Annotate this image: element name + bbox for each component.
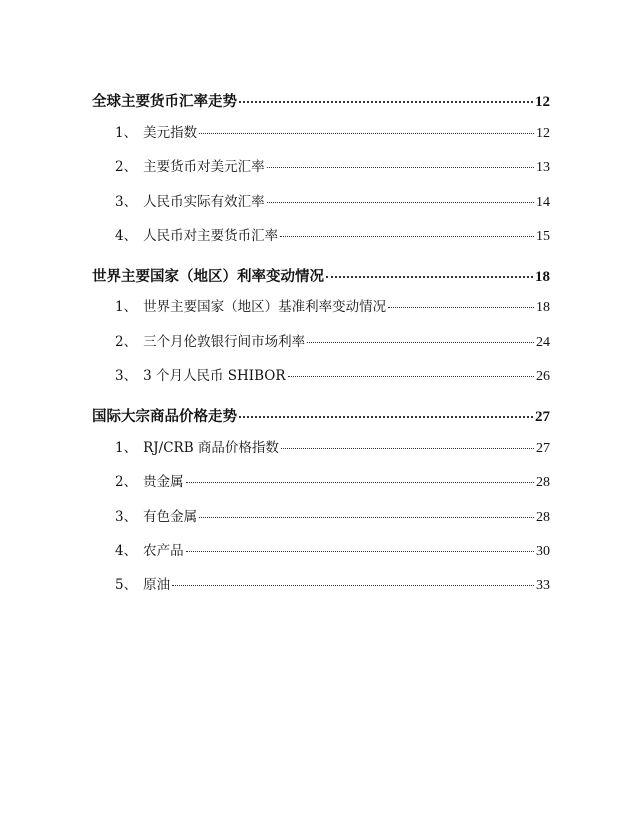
dot-leader bbox=[267, 167, 534, 168]
toc-item-number: 4、 bbox=[115, 228, 138, 244]
dot-leader bbox=[288, 376, 534, 377]
toc-item-number: 2、 bbox=[115, 474, 138, 490]
toc-item-title: 有色金属 bbox=[143, 509, 198, 525]
toc-item-number: 1、 bbox=[115, 440, 138, 456]
toc-item[interactable] bbox=[115, 573, 550, 594]
toc-item[interactable] bbox=[115, 436, 550, 457]
toc-item-number: 3、 bbox=[115, 194, 138, 210]
toc-item-number: 3、 bbox=[115, 368, 138, 384]
toc-item-page: 27 bbox=[536, 441, 550, 456]
dot-leader bbox=[388, 307, 534, 308]
toc-section-page: 27 bbox=[535, 409, 550, 425]
toc-item-title: 人民币实际有效汇率 bbox=[143, 194, 265, 210]
toc-item-page: 12 bbox=[536, 126, 550, 141]
dot-leader bbox=[280, 236, 534, 237]
toc-item[interactable] bbox=[115, 330, 550, 351]
toc-section[interactable] bbox=[92, 265, 550, 286]
toc-item-page: 28 bbox=[536, 510, 550, 525]
toc-section-title: 国际大宗商品价格走势 bbox=[92, 408, 237, 425]
dot-leader bbox=[307, 342, 534, 343]
toc-item-title: RJ/CRB 商品价格指数 bbox=[143, 440, 279, 456]
toc-item-title: 三个月伦敦银行间市场利率 bbox=[143, 334, 306, 350]
toc-item[interactable] bbox=[115, 539, 550, 560]
dot-leader bbox=[186, 482, 534, 483]
dot-leader bbox=[199, 517, 534, 518]
toc-item-page: 24 bbox=[536, 335, 550, 350]
toc-item-title: 原油 bbox=[143, 577, 171, 593]
toc-section[interactable] bbox=[92, 405, 550, 426]
toc-item-page: 26 bbox=[536, 369, 550, 384]
toc-item[interactable] bbox=[115, 155, 550, 176]
toc-item-title: 世界主要国家（地区）基准利率变动情况 bbox=[143, 299, 387, 315]
toc-item-number: 3、 bbox=[115, 509, 138, 525]
toc-item-title: 贵金属 bbox=[143, 474, 184, 490]
dot-leader bbox=[281, 448, 534, 449]
toc-item-page: 15 bbox=[536, 229, 550, 244]
dot-leader bbox=[239, 416, 533, 418]
toc-item-title: 3 个月人民币 SHIBOR bbox=[143, 368, 286, 384]
toc-item-number: 5、 bbox=[115, 577, 138, 593]
toc-item-title: 人民币对主要货币汇率 bbox=[143, 228, 279, 244]
toc-item-page: 13 bbox=[536, 160, 550, 175]
toc-section[interactable] bbox=[92, 90, 550, 111]
toc-item-page: 14 bbox=[536, 195, 550, 210]
toc-item[interactable] bbox=[115, 121, 550, 142]
toc-section-title: 全球主要货币汇率走势 bbox=[92, 93, 237, 110]
dot-leader bbox=[172, 585, 534, 586]
toc-item-number: 2、 bbox=[115, 334, 138, 350]
toc-item-title: 主要货币对美元汇率 bbox=[143, 159, 265, 175]
toc-item[interactable] bbox=[115, 224, 550, 245]
toc-item[interactable] bbox=[115, 364, 550, 385]
toc-item[interactable] bbox=[115, 295, 550, 316]
toc-item-number: 4、 bbox=[115, 543, 138, 559]
dot-leader bbox=[186, 551, 534, 552]
dot-leader bbox=[267, 202, 534, 203]
toc-item-page: 28 bbox=[536, 475, 550, 490]
dot-leader bbox=[326, 276, 533, 278]
toc-item-title: 美元指数 bbox=[143, 125, 198, 141]
toc-item-number: 1、 bbox=[115, 125, 138, 141]
toc-item-page: 33 bbox=[536, 578, 550, 593]
toc-item-title: 农产品 bbox=[143, 543, 184, 559]
toc-item-number: 1、 bbox=[115, 299, 138, 315]
toc-item-page: 30 bbox=[536, 544, 550, 559]
toc-item[interactable] bbox=[115, 190, 550, 211]
toc-section-page: 18 bbox=[535, 269, 550, 285]
toc-item[interactable] bbox=[115, 470, 550, 491]
toc-item[interactable] bbox=[115, 505, 550, 526]
toc-section-title: 世界主要国家（地区）利率变动情况 bbox=[92, 268, 324, 285]
toc-item-page: 18 bbox=[536, 300, 550, 315]
dot-leader bbox=[239, 101, 533, 103]
dot-leader bbox=[199, 133, 534, 134]
toc-item-number: 2、 bbox=[115, 159, 138, 175]
toc-section-page: 12 bbox=[535, 94, 550, 110]
